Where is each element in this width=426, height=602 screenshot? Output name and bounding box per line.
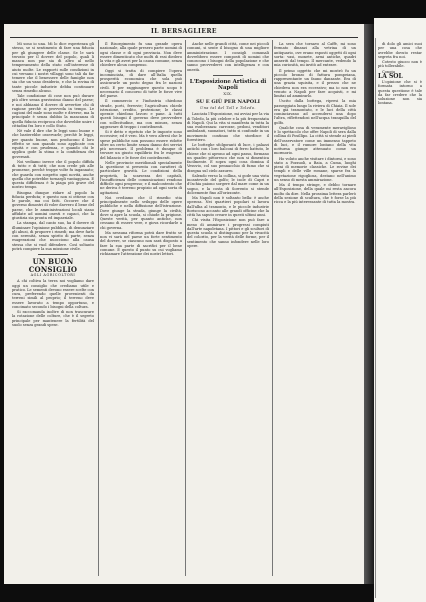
page-fold-shadow <box>364 24 374 584</box>
facing-page <box>374 18 426 602</box>
article-number: XIX. <box>223 91 233 96</box>
column-3 <box>187 42 269 576</box>
paragraph: Noi crediamo che il rimedio stia principalmente nello sviluppo delle opere pubbliche e nella diffusione dell'istruzione. Dove giunge la strada, giunge la civiltà; dove si apre la scuola, si chiude la prigione. Queste verità, per quanto antiche, non cessano di essere vere, e giova ricordarle a chi governa. <box>100 195 182 230</box>
paragraph: La stampa, dal canto suo, ha il dovere di illuminare l'opinione pubblica, di denunziare gli abusi, di proporre i rimedi; ma deve farlo con serenità, senza spirito di parte, senza esagerazioni che nuocciono alla causa stessa che si vuol difendere. Così soltanto potrà compiere la sua missione civile. <box>12 221 94 251</box>
article-subtitle: Una tal del Toll e Toledo. <box>200 106 256 110</box>
paragraph: Qualche cosa di veramente meraviglioso è lo spettacolo che offre Napoli di sera dalla collina di Posillipo. La città si stende ai piedi dell'osservatore come un immenso tappeto di luci, e il rumore lontano della vita notturna giunge attenuato come un mormorio. <box>274 125 356 156</box>
column-divider <box>375 38 376 598</box>
paragraph: Ma Napoli non è soltanto bella: è anche operosa. Nei quartieri popolari si lavora dall'alba al tramonto, e le piccole industrie fioriscono accanto alle grandi officine che la città ha saputo creare in questi ultimi anni. <box>187 196 269 217</box>
paragraph: Mi sono io una. Mi lo dice esperienza gli stesso, se si sentimento di fare una fiducia per gli giungere delle classe. Se le sarà trovato per il dovere del popolo, quali li manca non pur sia di altro al nello temperamento della stato coll'interesse di aiuto molte. Le rapporti sulle condizioni in cui versano i nostri villaggi sono tali da far temere che il benessere delle famiglie non sia che un vano desiderio, e che la rovina di tante piccole industrie debba continuare senza rimedio alcuno. <box>12 42 94 93</box>
column-4 <box>274 42 356 576</box>
facing-page-column <box>378 42 422 582</box>
section-separator <box>213 75 243 76</box>
paragraph: A chi coltiva la terra noi vogliamo dare oggi un consiglio che crediamo utile e pratico. Le sementi devono essere scelte con cura, preferendo quelle provenienti da terreni simili al proprio; il terreno deve essere lavorato a tempo opportuno, e concimato secondo i bisogni della coltura. <box>12 279 94 309</box>
paragraph: Le botteghe sfolgoranti di luce, i palazzi antichi con i loro balconi di ferro battuto, le chiese che si aprono ad ogni passo, formano un quadro pittoresco che non si dimentica facilmente. E sopra ogni cosa domina il Vesuvio, col suo pennacchio di fumo che si disegna sul cielo azzurro. <box>187 143 269 173</box>
paragraph: Congiu <box>382 69 395 74</box>
paragraph: Ma nessuna riforma potrà dare frutto se non vi sarà nel paese un forte sentimento del dovere, se ciascuno non sarà disposto a fare la sua parte di sacrifici per il bene comune. È questo il punto su cui vogliamo richiamare l'attenzione dei nostri lettori. <box>100 230 182 256</box>
paragraph: Nè vale il dire che le leggi sono buone e che basterebbe osservarle; perchè le leggi, per quanto buone, non producono il loro effetto se non quando sono applicate con equità e con prudenza, e quando chi le applica gode la stima e la confidenza dei governati. <box>12 129 94 159</box>
paragraph: Il primo oggetto che mi mostrò fu un piccolo bronzo di fattura pompeiana, rappresentante un fauno danzante. Era di una grazia squisita, e il prezzo che ne chiedeva non era eccessivo; ma io non ero venuto a Napoli per fare acquisti, e mi limitai ad ammirarlo. <box>274 68 356 98</box>
paragraph: Bisogna dunque ridare al popolo la fiducia perduta; e questo non si ottiene con le parole, ma coi fatti. Occorre che il governo dimostri di voler davvero il bene del paese, che le amministrazioni locali siano affidate ad uomini onesti e capaci, che la giustizia sia pronta ed imparziale. <box>12 190 94 220</box>
paragraph: Nelle provincie meridionali specialmente la questione si presenta con caratteri di particolare gravità. Le condizioni della proprietà, la scarsezza dei capitali, l'insufficienza delle comunicazioni rendono difficile ogni progresso; e il malcontento che ne deriva è terreno propizio ad ogni sorta di agitazioni. <box>100 160 182 195</box>
paragraph: Il commercio e l'industria chiedono strade, porti, ferrovie; l'agricoltura chiede istruzione, credito, protezione; le classi operaie chiedono lavoro e pane. A tutti questi bisogni il governo deve provvedere con sollecitudine, ma con misura, senza aggravare di troppo i contribuenti. <box>100 99 182 129</box>
paragraph: Ma il tempo stringe, e debbo tornare all'Esposizione, della quale mi resta ancora molto da dire. Nella prossima lettera parlerò della sezione di scultura, che è forse la più ricca e la più interessante di tutta la mostra. <box>274 183 356 204</box>
article-title: L'Esposizione Artistica di Napoli <box>189 78 267 91</box>
paragraph: Tale condizione di cose non può durare più oltre senza gravissimo danno del paese; e noi abbiamo il dovere di avvertire chi di ragione perchè si provveda in tempo. Le cagioni del male sono molte e diverse, ma la principale è senza dubbio la mancanza di quella fiducia reciproca che dovrebbe unire i cittadini fra loro e collo Stato. <box>12 94 94 128</box>
paragraph: Uscito dalla bottega, ripresi la mia passeggiata lungo la riviera di Chiaia. Il sole era già tramontato, e le luci della città cominciavano ad accendersi una dopo l'altra, riflettendosi nell'acqua tranquilla del golfo. <box>274 99 356 125</box>
paragraph: Ho voluto anche visitare i dintorni, e sono stato a Pozzuoli, a Baia, a Cuma, luoghi pieni di memorie classiche. Le rovine dei templi e delle ville romane, sparse fra la vegetazione rigogliosa, destano nell'animo un senso di mesta ammirazione. <box>274 156 356 182</box>
running-header: IL BERSAGLIERE <box>150 28 217 35</box>
paragraph: Salendo verso la collina, si gode una vista incantevole del golfo; le isole di Capri e d'Ischia paiono sorgere dal mare come in un sogno, e la costa di Sorrento si stende dolcemente fino all'orizzonte. <box>187 173 269 195</box>
article-title: UN BUON CONSIGLIO <box>28 257 78 274</box>
article-heading: SU E GIÙ PER NAPOLI <box>196 99 260 105</box>
article-subtitle: AGLI AGRICOLTORI <box>30 273 76 277</box>
paragraph: Chi visita l'Esposizione non può fare a meno di ammirare i progressi compiuti dall'arte napoletana. I pittori e gli scultori di questa scuola si distinguono per la vivacità del colorito, per la verità delle forme, per il sentimento che sanno infondere nelle loro opere. <box>187 218 269 248</box>
paragraph: Lasciata l'Esposizione, mi avviai per la via di Toledo, la più celebre e la più frequentata di Napoli. Qui la vita si manifesta in tutta la sua esuberanza: carrozze, pedoni, venditori ambulanti, suonatori, tutto si confonde in un movimento continuo che stordisce il forestiero. <box>187 112 269 142</box>
article-heading: LA SOL <box>378 72 403 80</box>
section-separator <box>38 254 68 255</box>
paragraph: di dolo gli amici suoi per una cosa che avrebbe dovuto restar segreta fra noi. <box>378 42 422 59</box>
column-divider <box>98 40 99 576</box>
paragraph: Si è detto e ripetuto che le imposte sono eccessive; ed è vero. Ma è vero altresì che le spese pubbliche non possono essere ridotte oltre un certo limite senza danno dei servizi più necessari. Il problema è dunque di trovare un giusto equilibrio fra le esigenze del bilancio e le forze dei contribuenti. <box>100 130 182 160</box>
paragraph: Oggi si tratta di compiere l'opera incominciata, di dare all'Italia quella prosperità economica che sola può assicurarle un posto degno fra le nazioni civili. E per raggiungere questo scopo è necessario il concorso di tutte le forze vive del paese. <box>100 68 182 98</box>
paragraph: Si raccomanda inoltre di non trascurare la rotazione delle colture, che è il segreto principale per mantenere la fertilità del suolo senza grandi spese. <box>12 310 94 327</box>
paragraph: L'opinione che si è formata intorno a questa questione è tale da far credere che la soluzione non sia lontana. <box>378 80 422 106</box>
header-rule <box>10 37 358 38</box>
paragraph: Anche nelle grandi città, come nei piccoli comuni, si sente il bisogno di una migliore amministrazione. I consigli comunali dovrebbero essere composti di uomini che conoscono i bisogni della popolazione e che sanno provvedervi con intelligenza e con onestà. <box>187 42 269 72</box>
paragraph: Cotesto giuoco non è più tollerabile. <box>378 60 422 69</box>
paragraph: Il Risorgimento fu una grande opera nazionale, alla quale presero parte uomini di ogni classe e di ogni provincia. Non deve essere dimenticato che molti di essi diedero la vita e gli averi per la causa comune, senza chiedere alcun compenso. <box>100 42 182 68</box>
paragraph: La sera che tornavo al Caffè, mi sono fermato dinanzi alla vetrina di un antiquario, ove erano esposti oggetti di ogni sorta: vasi, monete, armi antiche, quadri anneriti dal tempo. Il mercante, vedendo la mia curiosità, mi invitò ad entrare. <box>274 42 356 68</box>
column-2 <box>100 42 182 576</box>
newspaper-page <box>4 24 364 584</box>
column-1 <box>12 42 94 576</box>
column-divider <box>272 40 273 576</box>
paragraph: Noi vediamo invece che il popolo diffida di tutto e di tutti; che non crede più alle promesse, perchè troppe volte fu ingannato; che guarda con sospetto ogni novità, anche quella che potrebbe tornargli vantaggiosa. E questa diffidenza è la piaga più grave del nostro tempo. <box>12 159 94 190</box>
column-divider <box>185 40 186 576</box>
